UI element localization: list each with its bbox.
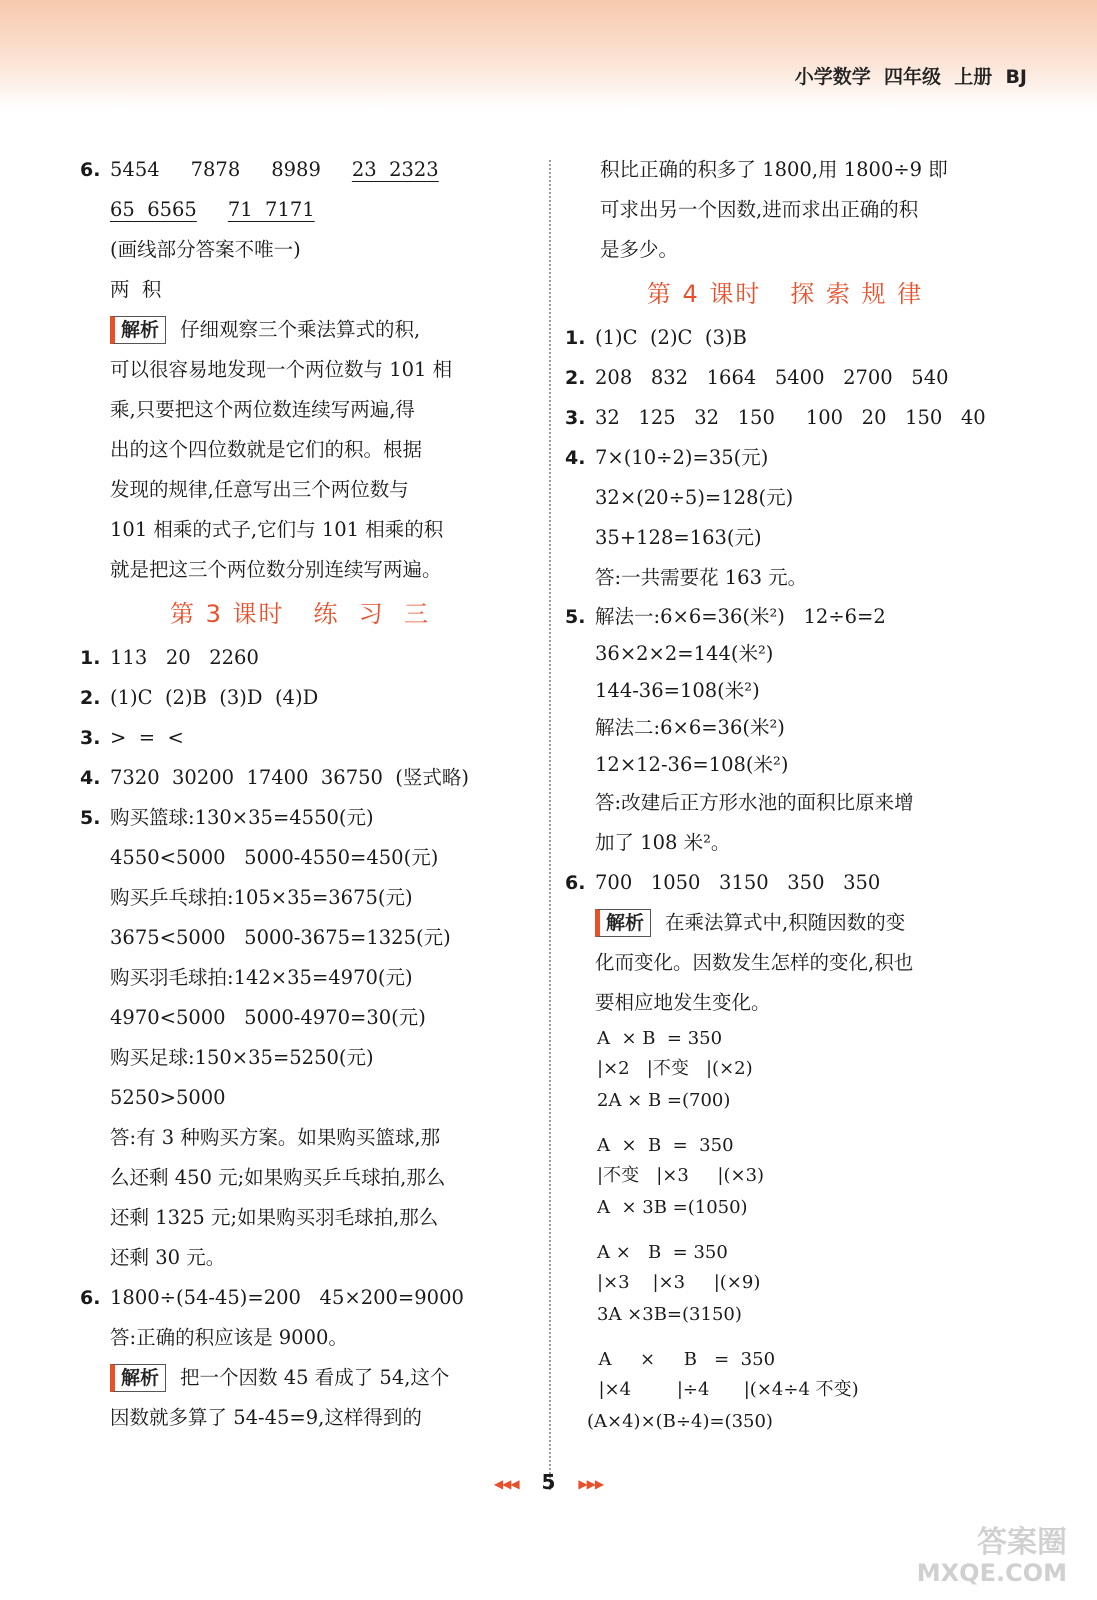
question-number: 4. <box>565 447 586 469</box>
book-title: 小学数学 四年级 上册 BJ <box>794 66 1027 88</box>
diagram-arrows: |不变 |×3 |(×3) <box>597 1165 765 1186</box>
answer-text: 208 832 1664 5400 2700 540 <box>595 366 949 389</box>
factor-diagram <box>565 1344 1005 1451</box>
answer-item <box>565 358 1005 398</box>
q6-note: (画线部分答案不唯一) <box>110 238 301 261</box>
jiexi-text: 发现的规律,任意写出三个两位数与 <box>110 478 409 501</box>
diagram-bottom: 2A × B =(700) <box>597 1090 731 1111</box>
question-number: 3. <box>80 727 101 749</box>
q5-line: 5250>5000 <box>110 1086 226 1109</box>
answer-text: 113 20 2260 <box>110 646 259 669</box>
answer-text: 购买篮球:130×35=4550(元) <box>110 806 374 829</box>
q5-line: 4550<5000 5000-4550=450(元) <box>110 846 439 869</box>
q6-underlined-answer: 23 2323 <box>351 158 439 181</box>
jiexi-text: 要相应地发生变化。 <box>595 991 771 1014</box>
q4-line: 答:一共需要花 163 元。 <box>595 566 808 589</box>
jiexi-text: 101 相乘的式子,它们与 101 相乘的积 <box>110 518 444 541</box>
jiexi-text: 可以很容易地发现一个两位数与 101 相 <box>110 358 453 381</box>
continued-text: 可求出另一个因数,进而求出正确的积 <box>600 198 919 221</box>
q5-line: 加了 108 米²。 <box>595 831 731 854</box>
q5-line: 还剩 1325 元;如果购买羽毛球拍,那么 <box>110 1206 439 1229</box>
jiexi1-line <box>80 310 520 350</box>
answer-item <box>80 678 520 718</box>
continued-text: 是多少。 <box>600 238 679 261</box>
watermark-logo <box>916 1525 1067 1588</box>
q5-line: 购买足球:150×35=5250(元) <box>110 1046 374 1069</box>
section-title-lesson4: 第 4 课时 探 索 规 律 <box>646 280 924 308</box>
answer-text: 解法一:6×6=36(米²) 12÷6=2 <box>595 605 886 628</box>
question-number: 1. <box>565 327 586 349</box>
header-band <box>0 0 1097 110</box>
q5-line: 购买乒乓球拍:105×35=3675(元) <box>110 886 413 909</box>
diagram-bottom: 3A ×3B=(3150) <box>597 1304 742 1325</box>
answer-text: (1)C (2)B (3)D (4)D <box>110 686 319 709</box>
diagram-arrows: |×4 |÷4 |(×4÷4 不变) <box>587 1379 859 1400</box>
question-number: 5. <box>80 807 101 829</box>
q5-line: 12×12-36=108(米²) <box>595 753 789 776</box>
q4-line: 35+128=163(元) <box>595 526 762 549</box>
answer-text: (1)C (2)C (3)B <box>595 326 747 349</box>
question-number: 1. <box>80 647 101 669</box>
q5-line: 36×2×2=144(米²) <box>595 642 774 665</box>
q5-line: 还剩 30 元。 <box>110 1246 226 1269</box>
answer-item <box>80 638 520 678</box>
q5-line: 4970<5000 5000-4970=30(元) <box>110 1006 426 1029</box>
answer-text: 1800÷(54-45)=200 45×200=9000 <box>110 1286 464 1309</box>
answer-text: 7×(10÷2)=35(元) <box>595 446 769 469</box>
diagram-bottom: A × 3B =(1050) <box>597 1197 748 1218</box>
diagram-top: A × B = 350 <box>587 1349 776 1370</box>
answer-item <box>80 1278 520 1318</box>
right-column <box>565 150 1005 1451</box>
question-number: 4. <box>80 767 101 789</box>
next-arrows-icon: ▶▶▶ <box>578 1476 604 1491</box>
jiexi-badge: 解析 <box>110 316 166 344</box>
answer-item <box>80 798 520 838</box>
diagram-bottom: (A×4)×(B÷4)=(350) <box>587 1411 773 1432</box>
question-number: 5. <box>565 606 586 628</box>
jiexi2-line <box>80 1358 520 1398</box>
jiexi-text: 在乘法算式中,积随因数的变 <box>665 911 906 934</box>
q5-line: 解法二:6×6=36(米²) <box>595 716 785 739</box>
question-number: 6. <box>565 872 586 894</box>
continued-text: 积比正确的积多了 1800,用 1800÷9 即 <box>600 158 948 181</box>
q5-line: 购买羽毛球拍:142×35=4970(元) <box>110 966 413 989</box>
column-divider <box>549 160 551 1490</box>
page-number: 5 <box>541 1470 556 1494</box>
answer-item <box>565 438 1005 478</box>
q5-line: 答:有 3 种购买方案。如果购买篮球,那 <box>110 1126 441 1149</box>
q5-line: 答:改建后正方形水池的面积比原来增 <box>595 791 914 814</box>
jiexi-text: 把一个因数 45 看成了 54,这个 <box>180 1366 450 1389</box>
answer-text: 32 125 32 150 100 20 150 40 <box>595 406 986 429</box>
answer-text: > = < <box>110 726 184 749</box>
q5-line: 么还剩 450 元;如果购买乒乓球拍,那么 <box>110 1166 446 1189</box>
previous-arrows-icon: ◀◀◀ <box>493 1476 519 1491</box>
left-q6-line1 <box>80 150 520 190</box>
q4-line: 32×(20÷5)=128(元) <box>595 486 794 509</box>
jiexi-text: 出的这个四位数就是它们的积。根据 <box>110 438 423 461</box>
jiexi-text: 仔细观察三个乘法算式的积, <box>180 318 421 341</box>
watermark-text: 答案圈 <box>977 1525 1067 1560</box>
q5-line: 3675<5000 5000-3675=1325(元) <box>110 926 451 949</box>
left-q6-line2 <box>80 190 520 230</box>
jiexi-badge: 解析 <box>110 1364 166 1392</box>
watermark-url: MXQE.COM <box>916 1559 1067 1587</box>
answer-text: 7320 30200 17400 36750 (竖式略) <box>110 766 470 789</box>
q5-line: 144-36=108(米²) <box>595 679 760 702</box>
answer-text: 700 1050 3150 350 350 <box>595 871 881 894</box>
question-number: 6. <box>80 1287 101 1309</box>
answer-item <box>565 398 1005 438</box>
q6b-answer: 答:正确的积应该是 9000。 <box>110 1326 348 1349</box>
page-footer <box>0 1470 1097 1494</box>
answer-item <box>565 598 1005 635</box>
answer-item <box>565 863 1005 903</box>
question-number: 6. <box>80 159 101 181</box>
diagram-top: A × B = 350 <box>597 1242 728 1263</box>
jiexi-text: 因数就多算了 54-45=9,这样得到的 <box>110 1406 422 1429</box>
diagram-top: A × B = 350 <box>597 1028 723 1049</box>
question-number: 2. <box>80 687 101 709</box>
jiexi-text: 化而变化。因数发生怎样的变化,积也 <box>595 951 914 974</box>
diagram-arrows: |×3 |×3 |(×9) <box>597 1272 761 1293</box>
factor-diagram <box>565 1023 1005 1130</box>
diagram-arrows: |×2 |不变 |(×2) <box>597 1058 753 1079</box>
jiexi-text: 就是把这三个两位数分别连续写两遍。 <box>110 558 442 581</box>
jiexi-text: 乘,只要把这个两位数连续写两遍,得 <box>110 398 415 421</box>
answer-item <box>80 758 520 798</box>
q6-words: 两 积 <box>110 278 162 301</box>
q6-values: 5454 7878 8989 <box>110 158 352 181</box>
factor-diagram <box>565 1237 1005 1344</box>
left-column <box>80 150 520 1438</box>
q6-underlined-b: 71 7171 <box>227 198 315 221</box>
factor-diagram <box>565 1130 1005 1237</box>
q6-underlined-a: 65 6565 <box>110 198 197 221</box>
section-title-lesson3: 第 3 课时 练 习 三 <box>170 600 430 628</box>
answer-item <box>565 318 1005 358</box>
diagram-top: A × B = 350 <box>597 1135 734 1156</box>
jiexi-badge: 解析 <box>595 909 651 937</box>
question-number: 3. <box>565 407 586 429</box>
question-number: 2. <box>565 367 586 389</box>
answer-item <box>80 718 520 758</box>
jiexi-line <box>565 903 1005 943</box>
